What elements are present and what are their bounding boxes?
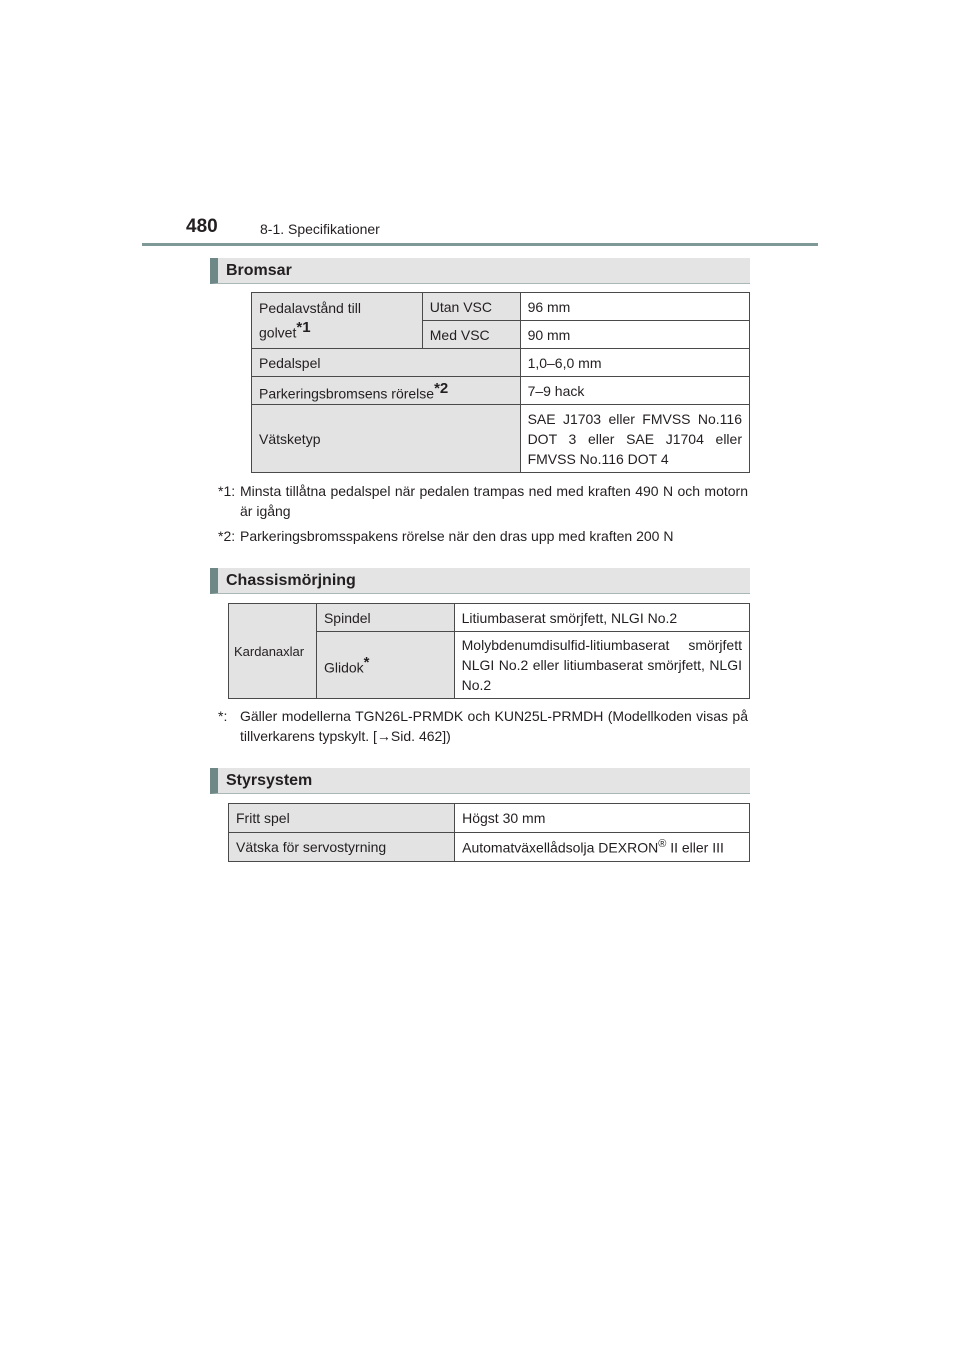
spindle-value: Litiumbaserat smörjfett, NLGI No.2 — [454, 604, 749, 632]
section-title: Styrsystem — [226, 772, 313, 789]
footnote-marker: *1: — [218, 483, 236, 499]
parking-travel-value: 7–9 hack — [520, 377, 749, 405]
fluid-type-label: Vätsketyp — [252, 405, 521, 473]
pedal-play-label: Pedalspel — [252, 349, 521, 377]
page-header — [0, 210, 960, 250]
page-number: 480 — [186, 216, 218, 237]
pedal-play-value: 1,0–6,0 mm — [520, 349, 749, 377]
section-heading-bromsar — [210, 258, 750, 284]
footnote-3 — [218, 706, 748, 746]
table-row — [229, 604, 750, 632]
slide-yoke-label-cell: Glidok* — [316, 632, 454, 699]
section-heading-steering — [210, 768, 750, 794]
chapter-title: 8-1. Specifikationer — [260, 221, 380, 237]
table-row — [252, 349, 750, 377]
footnote-2 — [218, 526, 748, 546]
parking-travel-label-cell: Parkeringsbromsens rörelse$^{*2}$ — [252, 377, 521, 405]
brakes-table — [251, 292, 750, 473]
table-row — [229, 804, 750, 833]
footnote-text: Gäller modellerna TGN26L-PRMDK och KUN25L-PRMDH (Modellkoden visas på tillverkarens typskylt. [→Sid. 462]) — [240, 708, 748, 744]
driveshaft-label: Kardanaxlar — [229, 604, 317, 699]
footnote-marker: *2: — [218, 528, 236, 544]
with-vsc-label: Med VSC — [422, 321, 520, 349]
chassis-lubrication-table — [228, 603, 750, 699]
table-row — [252, 377, 750, 405]
footnote-text: Minsta tillåtna pedalspel när pedalen trampas ned med kraften 490 N och motorn är igång — [240, 483, 748, 519]
section-title: Bromsar — [226, 262, 292, 279]
footnote-ref: *1 — [296, 318, 311, 336]
table-row — [229, 833, 750, 862]
power-steering-fluid-label: Vätska för servostyrning — [229, 833, 455, 862]
footnote-1 — [218, 481, 748, 521]
free-play-label: Fritt spel — [229, 804, 455, 833]
section-heading-chassis — [210, 568, 750, 594]
without-vsc-label: Utan VSC — [422, 293, 520, 321]
header-divider — [142, 243, 818, 246]
pedal-distance-label-cell: Pedalavstånd till golvet$^{*1}$ — [252, 293, 423, 349]
footnote-ref: *2 — [434, 379, 449, 397]
section-title: Chassismörjning — [226, 572, 356, 589]
fluid-type-value: SAE J1703 eller FMVSS No.116 DOT 3 eller SAE J1704 eller FMVSS No.116 DOT 4 — [520, 405, 749, 473]
without-vsc-value: 96 mm — [520, 293, 749, 321]
spindle-label: Spindel — [316, 604, 454, 632]
footnote-ref: * — [363, 654, 370, 672]
steering-table — [228, 803, 750, 862]
free-play-value: Högst 30 mm — [455, 804, 750, 833]
power-steering-fluid-value: Automatväxellådsolja DEXRON® II eller III — [455, 833, 750, 862]
footnote-text: Parkeringsbromsspakens rörelse när den dras upp med kraften 200 N — [240, 528, 674, 544]
with-vsc-value: 90 mm — [520, 321, 749, 349]
footnote-marker: *: — [218, 708, 228, 724]
slide-yoke-value: Molybdenumdisulfid-litiumbaserat smörjfett NLGI No.2 eller litiumbaserat smörjfett, NLGI No.2 — [454, 632, 749, 699]
table-row — [252, 405, 750, 473]
table-row — [252, 293, 750, 321]
